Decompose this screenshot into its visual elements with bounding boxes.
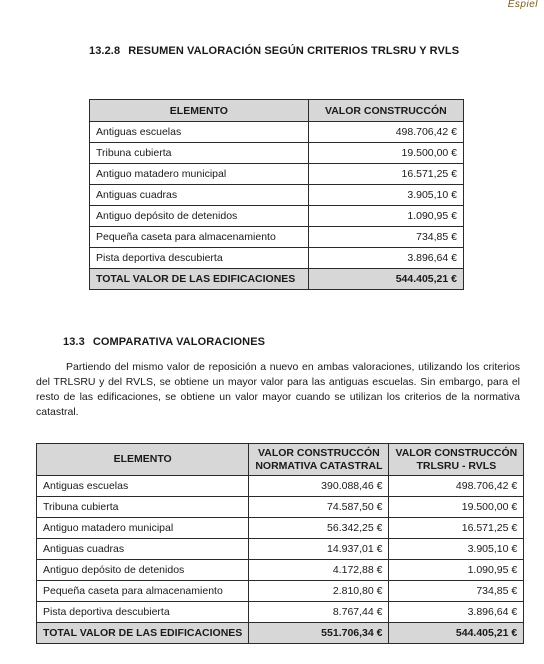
header-valor-trlsru [389,444,524,476]
cell-valor: 734,85 € [308,227,463,248]
header-elemento [37,444,249,476]
cell-valor-trlsru: 498.706,42 € [389,476,524,497]
table-row [90,143,464,164]
section-heading-comparativa [63,336,265,348]
cell-valor-trlsru: 16.571,25 € [389,518,524,539]
cell-elemento: Antiguo matadero municipal [90,164,309,185]
section-title: RESUMEN VALORACIÓN SEGÚN CRITERIOS TRLSRU Y RVLS [128,45,460,57]
cell-valor-trlsru: 3.905,10 € [389,539,524,560]
total-value-trlsru: 544.405,21 € [389,623,524,644]
section-title: COMPARATIVA VALORACIONES [92,336,266,348]
table-row [37,539,524,560]
cell-elemento: Antiguo depósito de detenidos [90,206,309,227]
table-row [90,164,464,185]
header-elemento: ELEMENTO [90,100,309,122]
header-line: NORMATIVA CATASTRAL [255,459,383,472]
cell-valor: 498.706,42 € [308,122,463,143]
cell-elemento: Antiguas escuelas [37,476,249,497]
table-row [90,206,464,227]
table-row [37,476,524,497]
table-row [37,581,524,602]
cell-valor: 16.571,25 € [308,164,463,185]
header-line: VALOR CONSTRUCCÓN [395,446,518,459]
cell-valor-catastral: 14.937,01 € [249,539,389,560]
cell-elemento: Pequeña caseta para almacenamiento [90,227,309,248]
total-value: 544.405,21 € [308,269,463,290]
cell-valor-catastral: 4.172,88 € [249,560,389,581]
cell-elemento: Antiguo depósito de detenidos [37,560,249,581]
total-label: TOTAL VALOR DE LAS EDIFICACIONES [90,269,309,290]
section-number: 13.2.8 [89,45,121,57]
cell-valor-catastral: 56.342,25 € [249,518,389,539]
header-line: TRLSRU - RVLS [416,459,497,472]
cell-valor: 3.896,64 € [308,248,463,269]
cell-valor-catastral: 2.810,80 € [249,581,389,602]
cell-elemento: Pequeña caseta para almacenamiento [37,581,249,602]
table-row [37,602,524,623]
section-number: 13.3 [63,336,85,348]
total-value-catastral: 551.706,34 € [249,623,389,644]
table-header-row [37,444,524,476]
cell-elemento: Tribuna cubierta [37,497,249,518]
cell-elemento: Antiguas cuadras [90,185,309,206]
section-heading-resumen [89,45,459,57]
table-row [90,248,464,269]
comparison-table [36,443,524,644]
table-row [37,497,524,518]
cell-elemento: Antiguas cuadras [37,539,249,560]
table-row [90,185,464,206]
cell-elemento: Pista deportiva descubierta [90,248,309,269]
header-line: ELEMENTO [113,453,172,465]
cell-valor: 19.500,00 € [308,143,463,164]
table-row [37,560,524,581]
table-header-row [90,100,464,122]
cell-elemento: Antiguo matadero municipal [37,518,249,539]
header-valor-catastral [249,444,389,476]
cell-elemento: Antiguas escuelas [90,122,309,143]
header-line: VALOR CONSTRUCCÓN [258,446,380,459]
cell-valor: 1.090,95 € [308,206,463,227]
logo: Espiel [507,0,538,10]
header-valor-construccion: VALOR CONSTRUCCÓN [308,100,463,122]
cell-valor: 3.905,10 € [308,185,463,206]
cell-valor-trlsru: 3.896,64 € [389,602,524,623]
body-paragraph: Partiendo del mismo valor de reposición a nuevo en ambas valoraciones, utilizando los criterios del TRLSRU y del RVLS, se obtiene un mayor valor para las antiguas escuelas. Sin embargo, para el resto de las edificaciones, se obtiene un valor mayor cuando se utilizan los criterios de la normativa catastral. [36,361,520,418]
table-row [90,122,464,143]
cell-valor-trlsru: 734,85 € [389,581,524,602]
cell-valor-catastral: 74.587,50 € [249,497,389,518]
table-row [37,518,524,539]
cell-elemento: Pista deportiva descubierta [37,602,249,623]
cell-valor-trlsru: 1.090,95 € [389,560,524,581]
cell-valor-trlsru: 19.500,00 € [389,497,524,518]
table-row [90,227,464,248]
total-row [90,269,464,290]
cell-elemento: Tribuna cubierta [90,143,309,164]
cell-valor-catastral: 390.088,46 € [249,476,389,497]
total-label: TOTAL VALOR DE LAS EDIFICACIONES [37,623,249,644]
cell-valor-catastral: 8.767,44 € [249,602,389,623]
summary-table [89,99,464,290]
total-row [37,623,524,644]
